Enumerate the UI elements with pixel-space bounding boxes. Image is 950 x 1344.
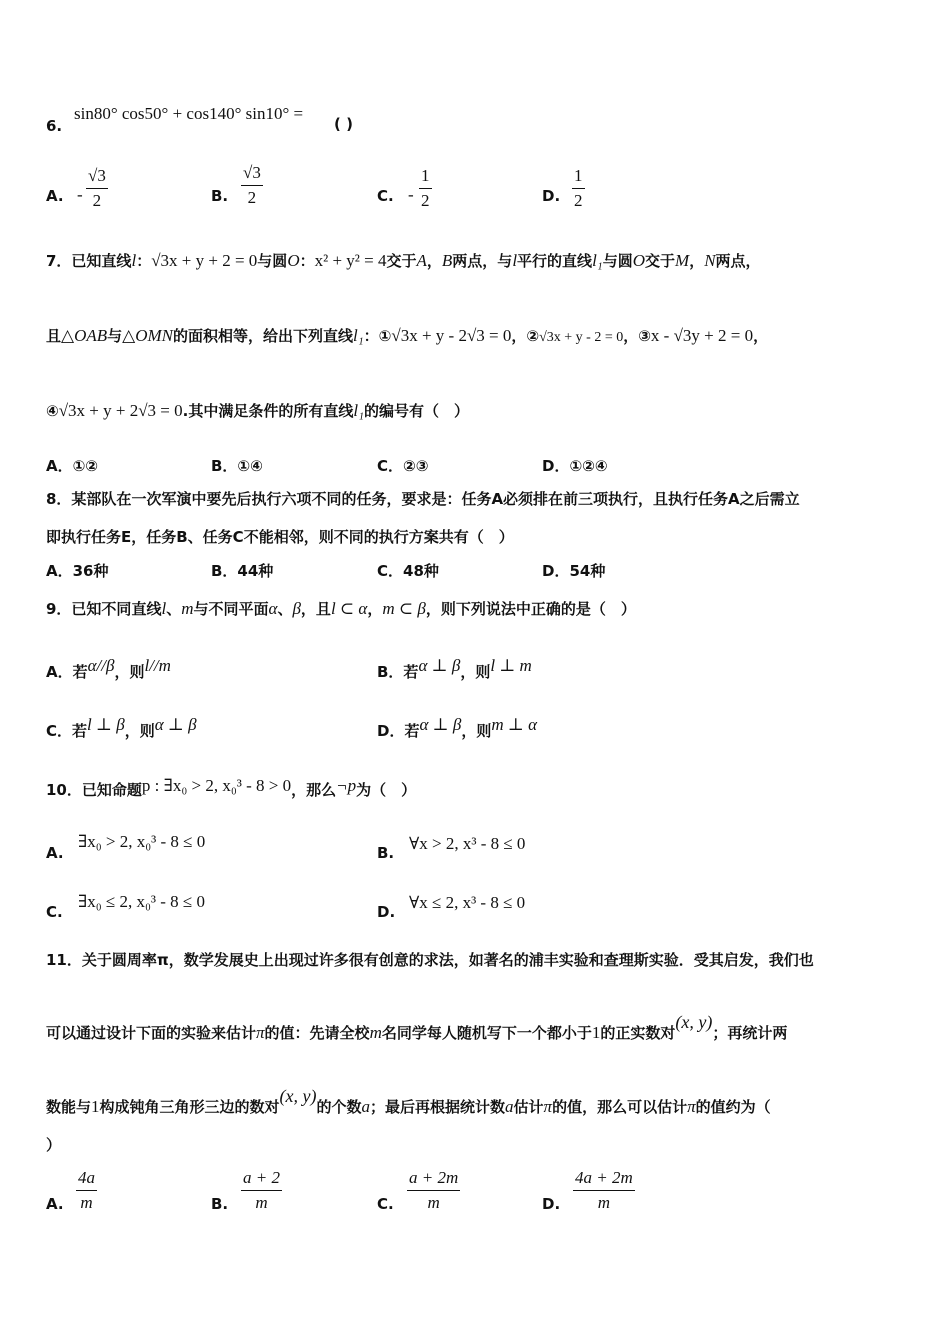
q9-option-math: m ⊥ α — [491, 715, 538, 734]
q9-option-math: α ⊥ β — [154, 715, 197, 734]
q11-text: 构成钝角三角形三边的数对 — [99, 1098, 280, 1116]
q9-option-math: α ⊥ β — [419, 715, 462, 734]
q11-text: 名同学每人随机写下一个都小于 — [381, 1024, 592, 1042]
q10-math: ¬p — [336, 776, 357, 795]
q7-math: O — [287, 251, 300, 270]
q10-option-a-label[interactable]: A. — [46, 844, 64, 862]
q7-text: 且 — [46, 327, 62, 345]
q9-option-a[interactable] — [46, 656, 171, 682]
q6-option-c-sign: - — [408, 185, 414, 204]
q7-math: √3x + y + 2 = 0 — [151, 251, 258, 270]
q11-option-a-fraction — [76, 1168, 97, 1213]
q6-option-c-fraction — [419, 166, 432, 211]
q11-option-a-numerator: 4a — [78, 1168, 95, 1187]
q7-math: √3x + y + 2√3 = 0 — [58, 401, 183, 420]
q11-option-c-fraction — [407, 1168, 460, 1213]
q9-math: α — [268, 599, 278, 618]
q10-option-c-expr: ∃x₀ ≤ 2, x₀³ - 8 ≤ 0 — [78, 892, 205, 911]
q9-option-text: ，则 — [461, 722, 492, 740]
q9-option-label: A．若 — [46, 663, 88, 681]
q7-math: O — [632, 251, 645, 270]
q11-option-c-denominator: m — [427, 1193, 440, 1212]
q11-math: 1 — [591, 1023, 601, 1042]
q10-option-c-label[interactable]: C. — [46, 903, 63, 921]
q7-text: .其中满足条件的所有直线 — [182, 402, 354, 420]
q7-math: l — [512, 251, 518, 270]
q7-text: 两点，与 — [452, 252, 513, 270]
q7-text: 与 — [107, 327, 123, 345]
q7-text: 与圆 — [602, 252, 633, 270]
q7-line-2 — [46, 325, 768, 346]
q6-expression: sin80° cos50° + cos140° sin10° = — [74, 104, 304, 123]
q7-math: √3x + y - 2 = 0 — [539, 330, 624, 345]
q7-math: l — [131, 251, 137, 270]
q7-line-3 — [46, 400, 469, 421]
q9-option-b[interactable] — [377, 656, 532, 682]
q7-text: 与圆 — [257, 252, 288, 270]
q7-text: ： — [299, 252, 315, 270]
q11-option-c-numerator: a + 2m — [409, 1168, 459, 1187]
q9-text: 、 — [166, 600, 182, 618]
q7-line-1 — [46, 250, 761, 271]
q6-option-b-numerator: √3 — [243, 163, 261, 182]
q11-math: m — [369, 1023, 382, 1042]
q11-option-d-denominator: m — [597, 1193, 611, 1212]
q7-text: 两点， — [715, 252, 761, 270]
q6-option-a-fraction — [86, 166, 108, 211]
q7-option-c[interactable]: C．②③ — [377, 457, 429, 475]
q11-text: 的值：先请全校 — [264, 1024, 370, 1042]
q11-text: 的值，那么可以估计 — [552, 1098, 688, 1116]
q9-math: m — [181, 599, 194, 618]
q11-math: (x, y) — [279, 1086, 317, 1106]
q9-math: l — [161, 599, 167, 618]
q6-option-a-denominator: 2 — [92, 191, 102, 210]
q7-text: ，② — [511, 327, 540, 345]
q11-text: 的值约为（ — [695, 1098, 771, 1116]
q11-math: 1 — [91, 1097, 100, 1116]
q11-line-2 — [46, 1012, 787, 1043]
q11-math: π — [687, 1097, 696, 1116]
q9-text: ， — [367, 600, 383, 618]
q9-option-c[interactable] — [46, 715, 197, 741]
q10-stem — [46, 776, 416, 800]
q11-math: π — [543, 1097, 553, 1116]
q6-option-b-denominator: 2 — [247, 188, 257, 207]
q7-option-d[interactable]: D．①②④ — [542, 457, 608, 475]
q9-stem — [46, 598, 636, 619]
q7-text: ： — [136, 252, 152, 270]
q11-option-d-label[interactable]: D. — [542, 1195, 561, 1213]
q10-text: ，那么 — [291, 781, 337, 799]
q8-option-a[interactable]: A．36种 — [46, 562, 109, 580]
q7-math: B — [441, 251, 453, 270]
q7-text: 交于 — [645, 252, 676, 270]
q9-text: 、 — [277, 600, 293, 618]
q9-math: l ⊂ α — [330, 599, 368, 618]
q7-math: x - √3y + 2 = 0 — [650, 326, 754, 345]
q7-option-b[interactable]: B．①④ — [211, 457, 263, 475]
q9-text: 9．已知不同直线 — [46, 600, 162, 618]
q9-option-math: α//β — [87, 656, 115, 675]
q9-option-math: α ⊥ β — [418, 656, 461, 675]
q7-math: A — [416, 251, 427, 270]
q11-option-d-numerator: 4a + 2m — [575, 1168, 633, 1187]
q6-option-a-label[interactable]: A. — [46, 187, 64, 205]
q7-text: ④ — [46, 402, 59, 420]
q6-option-a-sign: - — [77, 185, 83, 204]
q6-option-d-label[interactable]: D. — [542, 187, 561, 205]
q7-text: 的面积相等，给出下列直线 — [173, 327, 354, 345]
q6-option-d-fraction — [572, 166, 585, 211]
q7-text: 的编号有（ ） — [363, 402, 469, 420]
q6-option-c-denominator: 2 — [421, 191, 430, 210]
q6-option-b-fraction — [241, 163, 263, 208]
q11-text: 的个数 — [316, 1098, 362, 1116]
q7-text: 平行的直线 — [517, 252, 593, 270]
q10-option-a-expr: ∃x₀ > 2, x₀³ - 8 ≤ 0 — [78, 832, 206, 851]
q7-math: M — [675, 251, 690, 270]
q9-math: m ⊂ β — [382, 599, 426, 618]
q9-option-label: B．若 — [377, 663, 419, 681]
q11-math: π — [256, 1023, 265, 1042]
q10-text: 为（ ） — [356, 781, 417, 799]
q6-paren: ( ) — [334, 115, 353, 133]
q7-math: △OMN — [122, 326, 174, 345]
q6-option-d-numerator: 1 — [574, 166, 583, 185]
q11-text: ；最后再根据统计数 — [370, 1098, 506, 1116]
q11-option-a-denominator: m — [80, 1193, 93, 1212]
q11-text: ；再统计两 — [712, 1024, 788, 1042]
q9-option-text: ，则 — [124, 722, 155, 740]
q11-line-4: ） — [46, 1136, 62, 1154]
q11-text: 数能与 — [46, 1098, 92, 1116]
q11-math: (x, y) — [675, 1012, 713, 1032]
q7-text: 交于 — [386, 252, 417, 270]
q6-option-c-numerator: 1 — [421, 166, 430, 185]
q9-text: 与不同平面 — [193, 600, 269, 618]
q8-line-2: 即执行任务E，任务B、任务C不能相邻，则不同的执行方案共有（ ） — [46, 528, 514, 546]
q7-option-a[interactable]: A．①② — [46, 457, 99, 475]
q8-option-d[interactable]: D．54种 — [542, 562, 606, 580]
q9-option-text: ，则 — [114, 663, 145, 681]
q11-text: 估计 — [513, 1098, 544, 1116]
q9-text: ，则下列说法中正确的是（ ） — [425, 600, 636, 618]
q7-text: ，③ — [623, 327, 651, 345]
q11-option-a-label[interactable]: A. — [46, 1195, 64, 1213]
q9-option-label: D．若 — [377, 722, 420, 740]
q10-math: p : ∃x₀ > 2, x₀³ - 8 > 0 — [141, 776, 292, 795]
q10-text: 10．已知命题 — [46, 781, 142, 799]
q10-option-d-label[interactable]: D. — [377, 903, 396, 921]
q11-option-c-label[interactable]: C. — [377, 1195, 394, 1213]
q11-option-b-denominator: m — [255, 1193, 268, 1212]
q11-math: a — [361, 1097, 371, 1116]
q7-math: l₁ — [353, 326, 364, 345]
q10-option-d-expr: ∀x ≤ 2, x³ - 8 ≤ 0 — [409, 893, 526, 912]
q9-text: ，且 — [300, 600, 331, 618]
q6-option-a-numerator: √3 — [88, 166, 106, 185]
q8-line-1: 8．某部队在一次军演中要先后执行六项不同的任务，要求是：任务A必须排在前三项执行，且执行任务A之后需立 — [46, 490, 800, 508]
q8-option-b[interactable]: B．44种 — [211, 562, 274, 580]
q6-option-b-label[interactable]: B. — [211, 187, 229, 205]
q11-option-b-label[interactable]: B. — [211, 1195, 229, 1213]
q6-number: 6. — [46, 117, 63, 135]
q7-math: l₁ — [353, 401, 364, 420]
q7-math: √3x + y - 2√3 = 0 — [391, 326, 512, 345]
q7-text: ：① — [363, 327, 392, 345]
q7-math: N — [704, 251, 716, 270]
q7-text: ， — [689, 252, 705, 270]
q11-option-b-numerator: a + 2 — [243, 1168, 280, 1187]
q11-text: 可以通过设计下面的实验来估计 — [46, 1024, 257, 1042]
q6-option-c-label[interactable]: C. — [377, 187, 394, 205]
q9-option-label: C．若 — [46, 722, 88, 740]
q9-option-d[interactable] — [377, 715, 537, 741]
q11-text: 的正实数对 — [600, 1024, 676, 1042]
q7-text: ， — [426, 252, 442, 270]
q11-line-3 — [46, 1086, 771, 1117]
q6-option-d-denominator: 2 — [574, 191, 583, 210]
q9-option-text: ，则 — [460, 663, 491, 681]
q10-option-b-expr: ∀x > 2, x³ - 8 ≤ 0 — [409, 834, 526, 853]
q11-line-1: 11．关于圆周率π，数学发展史上出现过许多很有创意的求法，如著名的浦丰实验和查理斯实验．受其启发，我们也 — [46, 951, 814, 969]
q11-math: a — [505, 1097, 514, 1116]
q7-math: x² + y² = 4 — [314, 251, 387, 270]
q7-math: l₁ — [592, 251, 603, 270]
q9-option-math: l ⊥ β — [87, 715, 125, 734]
q9-option-math: l//m — [144, 656, 171, 675]
q7-text: ， — [753, 327, 769, 345]
q8-option-c[interactable]: C．48种 — [377, 562, 439, 580]
q11-option-d-fraction — [573, 1168, 635, 1213]
q10-option-b-label[interactable]: B. — [377, 844, 395, 862]
q9-math: β — [292, 599, 301, 618]
q9-option-math: l ⊥ m — [490, 656, 532, 675]
q7-text: 7．已知直线 — [46, 252, 132, 270]
q11-option-b-fraction — [241, 1168, 282, 1213]
q7-math: △OAB — [61, 326, 108, 345]
